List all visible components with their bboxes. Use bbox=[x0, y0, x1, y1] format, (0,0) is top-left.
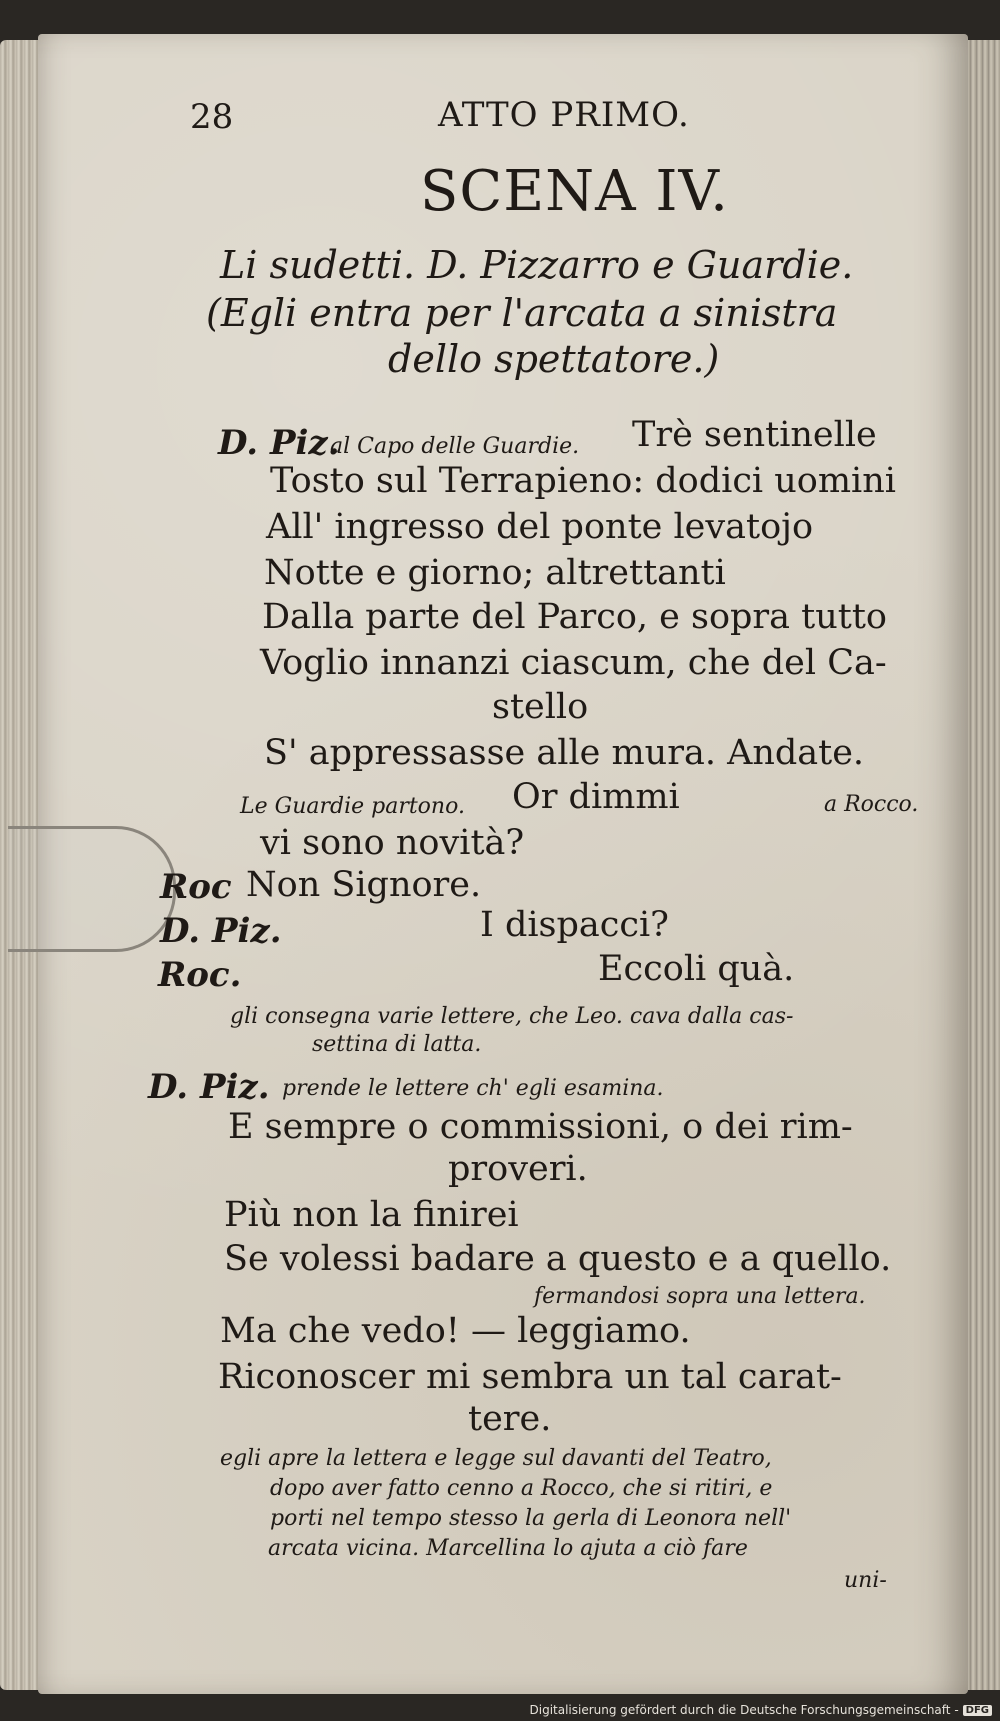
stage-direction-line: Li sudetti. D. Pizzarro e Guardie. bbox=[220, 243, 854, 287]
verse-line: Se volessi badare a questo e a quello. bbox=[224, 1239, 892, 1279]
verse-line: Voglio innanzi ciascum, che del Ca- bbox=[260, 643, 887, 683]
stage-direction-line: (Egli entra per l'arcata a sinistra bbox=[206, 291, 838, 335]
verse-line: Or dimmi bbox=[512, 777, 680, 817]
verse-line: All' ingresso del ponte levatojo bbox=[266, 507, 814, 547]
book-page bbox=[38, 34, 968, 1694]
page-text bbox=[38, 34, 968, 1694]
stage-note: dopo aver fatto cenno a Rocco, che si ritiri, e bbox=[270, 1476, 773, 1501]
verse-line: E sempre o commissioni, o dei rim- bbox=[228, 1107, 853, 1147]
stage-direction-line: dello spettatore.) bbox=[388, 337, 720, 381]
credit-text: Digitalisierung gefördert durch die Deutsche Forschungsgemeinschaft - bbox=[529, 1703, 959, 1717]
verse-line: I dispacci? bbox=[480, 905, 669, 945]
verse-line: vi sono novità? bbox=[260, 823, 525, 863]
verse-line: Eccoli quà. bbox=[598, 949, 795, 989]
verse-line: Dalla parte del Parco, e sopra tutto bbox=[262, 597, 887, 637]
speaker-label: D. Piz. bbox=[148, 1067, 270, 1107]
speaker-label: Roc. bbox=[158, 955, 242, 995]
stage-note: porti nel tempo stesso la gerla di Leonora nell' bbox=[270, 1506, 792, 1531]
page-number: 28 bbox=[190, 97, 234, 137]
stage-note: al Capo delle Guardie. bbox=[330, 434, 580, 459]
verse-line: Riconoscer mi sembra un tal carat- bbox=[218, 1357, 842, 1397]
verse-line: tere. bbox=[468, 1399, 552, 1439]
scene-title: SCENA IV. bbox=[420, 159, 729, 224]
stage-note: settina di latta. bbox=[312, 1032, 482, 1057]
running-head: ATTO PRIMO. bbox=[438, 95, 690, 135]
stage-note: uni- bbox=[844, 1568, 887, 1593]
stage-note: arcata vicina. Marcellina lo ajuta a ciò fare bbox=[268, 1536, 748, 1561]
stage-note: Le Guardie partono. bbox=[240, 794, 465, 819]
verse-line: proveri. bbox=[448, 1149, 588, 1189]
digitization-credit bbox=[530, 1703, 993, 1717]
speaker-label: D. Piz. bbox=[160, 911, 282, 951]
speaker-label: D. Piz. bbox=[218, 423, 340, 463]
stage-note: egli apre la lettera e legge sul davanti del Teatro, bbox=[220, 1446, 772, 1471]
verse-line: Trè sentinelle bbox=[632, 415, 877, 455]
verse-line: S' appressasse alle mura. Andate. bbox=[264, 733, 865, 773]
verse-line: Ma che vedo! — leggiamo. bbox=[220, 1311, 691, 1351]
verse-line: Tosto sul Terrapieno: dodici uomini bbox=[270, 461, 896, 501]
verse-line: Notte e giorno; altrettanti bbox=[264, 553, 726, 593]
stage-note: prende le lettere ch' egli esamina. bbox=[282, 1076, 664, 1101]
verse-line: stello bbox=[492, 687, 589, 727]
stage-note: a Rocco. bbox=[824, 792, 919, 817]
verse-line: Non Signore. bbox=[246, 865, 482, 905]
stage-note: fermandosi sopra una lettera. bbox=[534, 1284, 866, 1309]
verse-line: Più non la finirei bbox=[224, 1195, 519, 1235]
speaker-label: Roc bbox=[160, 867, 232, 907]
stage-note: gli consegna varie lettere, che Leo. cava dalla cas- bbox=[230, 1004, 794, 1029]
dfg-logo: DFG bbox=[963, 1705, 992, 1716]
